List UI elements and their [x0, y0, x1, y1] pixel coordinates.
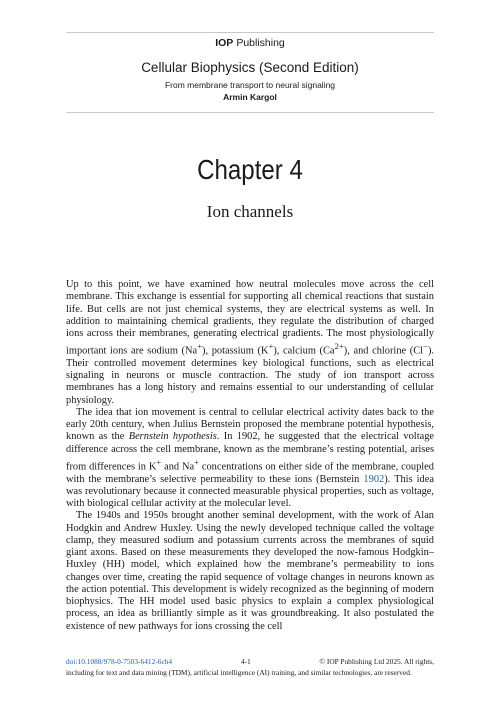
book-title: Cellular Biophysics (Second Edition) [141, 60, 359, 75]
page-footer [66, 656, 434, 678]
book-subtitle: From membrane transport to neural signaling [164, 80, 336, 90]
citation-link[interactable]: 1902 [363, 473, 385, 485]
header-top-rule [66, 32, 434, 33]
chapter-number: Chapter 4 [197, 154, 303, 185]
paragraph-3: The 1940s and 1950s brought another seminal development, with the work of Alan Hodgkin and Andrew Huxley. Using the newly developed technique called the voltage clamp, they measured sodium and potassium currents across the membranes of squid giant axons. Based on these measurements they developed the now-famous Hodgkin–Huxley (HH) model, which explained how the membrane’s permeability to ions changes over time, creating the rapid sequence of voltage changes in neurons known as the action potential. This development is widely recognized as the beginning of modern biophysics. The HH model used basic physics to explain a complex physiological process, an idea as brilliantly simple as it was groundbreaking. It also postulated the existence of new pathways for ions crossing the cell [66, 510, 434, 632]
author-name: Armin Kargol [223, 92, 277, 102]
rights-notice: including for text and data mining (TDM), artificial intelligence (AI) training, and similar technologies, are reserved. [66, 668, 412, 677]
term-bernstein-hypothesis: Bernstein hypothesis [128, 431, 217, 443]
paragraph-1: Up to this point, we have examined how neutral molecules move across the cell membrane. This exchange is essential for supporting all chemical reactions that sustain life. But cells are not just chemical systems, they are electrical systems as well. In addition to maintaining chemical gradients, they regulate the distribution of charged ions across their membranes, generating electrical gradients. The most physiologically important ions are sodium (Na+), potassium (K+), calcium $(Ca^{2+})$, and chlorine (Cl−). Their controlled movement determines key biological functions, such as electrical signaling in neurons or muscle contraction. The study of ion transport across membranes has a long history and remains essential to our understanding of cellular physiology. [66, 279, 434, 406]
page-number: 4-1 [240, 657, 251, 666]
header-bottom-rule [66, 112, 434, 113]
publisher-logo-text: Publishing [236, 37, 285, 49]
paragraph-2: The idea that ion movement is central to cellular electrical activity dates back to the early 20th century, when Julius Bernstein proposed the membrane potential hypothesis, known as the Bernstein hypothesis. In 1902, he suggested that the electrical voltage difference across the cell membrane, known as the membrane’s resting potential, arises from differences in K+ and Na+ concentrations on either side of the membrane, coupled with the membrane’s selective permeability to these ions (Bernstein 1902). This idea was revolutionary because it connected measurable physical properties, such as voltage, with biological cellular activity at the molecular level. [66, 406, 434, 510]
publisher-logo [0, 37, 500, 49]
chapter-title: Ion channels [206, 202, 294, 221]
publisher-logo-bold: IOP [215, 37, 234, 49]
doi-link[interactable]: doi:10.1088/978-0-7503-6412-6ch4 [66, 657, 173, 666]
body-text [66, 279, 434, 633]
copyright-notice: © IOP Publishing Ltd 2025. All rights, [319, 657, 434, 666]
